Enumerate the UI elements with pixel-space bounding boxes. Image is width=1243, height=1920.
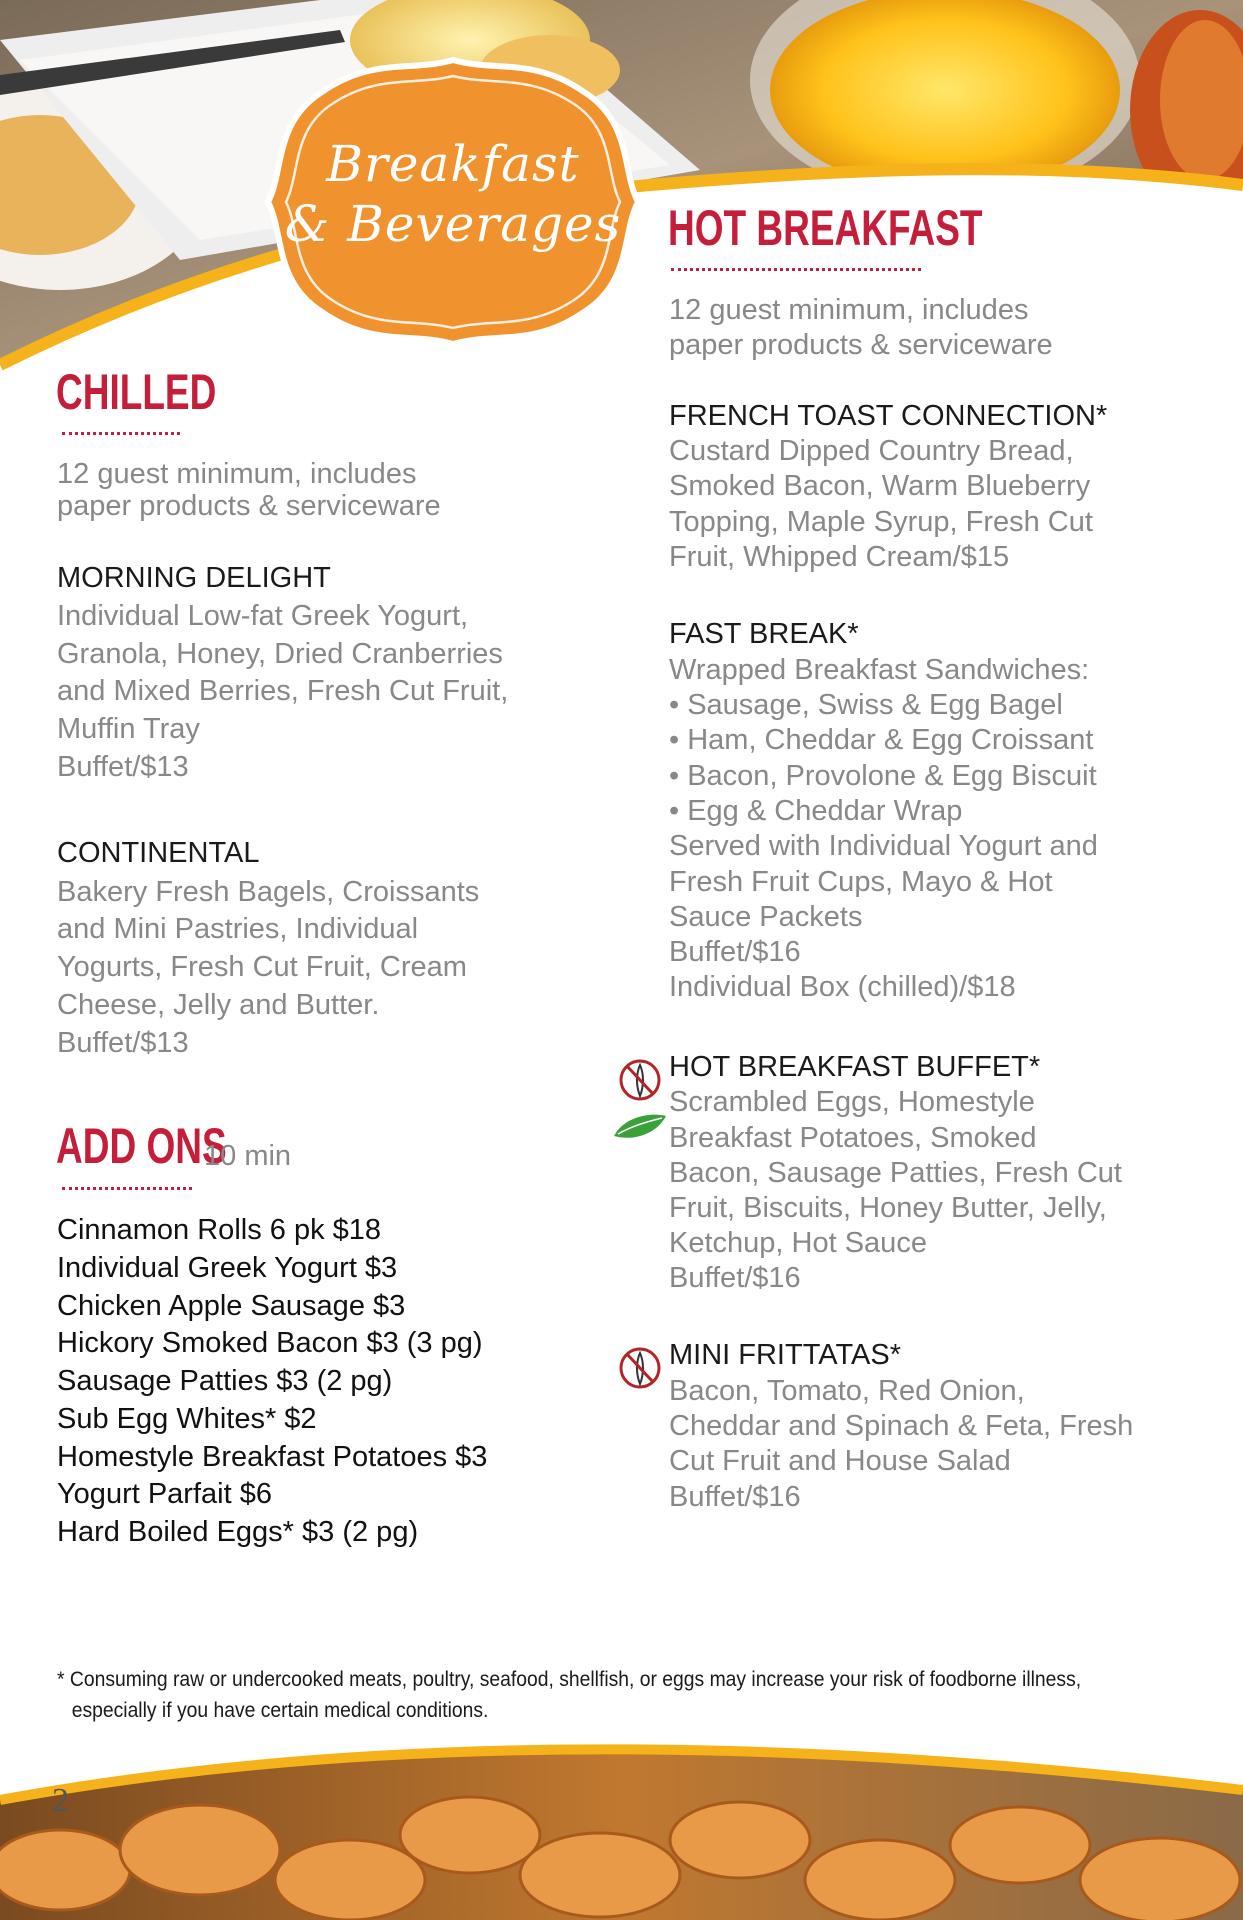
chilled-intro-line: 12 guest minimum, includes	[57, 458, 417, 490]
item-desc-line: Served with Individual Yogurt and	[669, 830, 1098, 862]
footer-pastry-photo	[0, 1740, 1243, 1920]
item-desc-line: Custard Dipped Country Bread,	[669, 435, 1074, 467]
add-on-item: Hard Boiled Eggs* $3 (2 pg)	[57, 1516, 419, 1548]
food-safety-footnote	[57, 1664, 1097, 1726]
add-on-item: Sausage Patties $3 (2 pg)	[57, 1365, 393, 1397]
item-price: Buffet/$16	[669, 1262, 801, 1294]
page-number: 2	[52, 1782, 69, 1819]
item-desc-line: Bacon, Tomato, Red Onion,	[669, 1375, 1025, 1407]
add-on-item: Sub Egg Whites* $2	[57, 1403, 317, 1435]
item-desc-line: Fresh Fruit Cups, Mayo & Hot	[669, 866, 1053, 898]
add-on-item: Chicken Apple Sausage $3	[57, 1290, 406, 1322]
item-desc-line: Breakfast Potatoes, Smoked	[669, 1122, 1037, 1154]
item-desc-line: Fruit, Whipped Cream/$15	[669, 541, 1010, 573]
add-on-item: Individual Greek Yogurt $3	[57, 1252, 398, 1284]
item-desc-line: • Sausage, Swiss & Egg Bagel	[669, 689, 1063, 721]
item-title-french-toast: FRENCH TOAST CONNECTION*	[669, 400, 1108, 432]
item-desc-line: • Ham, Cheddar & Egg Croissant	[669, 724, 1094, 756]
hot-breakfast-intro-line: 12 guest minimum, includes	[669, 294, 1029, 326]
add-ons-underline	[62, 1187, 192, 1190]
add-ons-heading: ADD ONS	[56, 1118, 227, 1174]
hot-breakfast-underline	[671, 268, 921, 271]
item-desc-line: Topping, Maple Syrup, Fresh Cut	[669, 506, 1093, 538]
item-desc-line: Cheddar and Spinach & Feta, Fresh	[669, 1410, 1134, 1442]
footnote-line: * Consuming raw or undercooked meats, poultry, seafood, shellfish, or eggs may increase your risk of foodborne illness,	[57, 1668, 1082, 1691]
item-desc-line: Bakery Fresh Bagels, Croissants	[57, 876, 480, 908]
add-on-item: Hickory Smoked Bacon $3 (3 pg)	[57, 1327, 483, 1359]
hot-breakfast-intro-line: paper products & serviceware	[669, 329, 1053, 361]
item-desc-line: and Mini Pastries, Individual	[57, 913, 419, 945]
item-price: Buffet/$13	[57, 751, 189, 783]
item-desc-line: Cheese, Jelly and Butter.	[57, 989, 380, 1021]
item-desc-line: Yogurts, Fresh Cut Fruit, Cream	[57, 951, 467, 983]
item-desc-line: Muffin Tray	[57, 713, 200, 745]
item-desc-line: Individual Low-fat Greek Yogurt,	[57, 600, 469, 632]
add-ons-minimum: 10 min	[204, 1140, 292, 1172]
item-desc-line: Scrambled Eggs, Homestyle	[669, 1086, 1035, 1118]
item-title-hot-breakfast-buffet: HOT BREAKFAST BUFFET*	[669, 1051, 1041, 1083]
item-desc-line: and Mixed Berries, Fresh Cut Fruit,	[57, 675, 509, 707]
chilled-intro-line: paper products & serviceware	[57, 490, 441, 522]
item-title-continental: CONTINENTAL	[57, 837, 260, 869]
chilled-underline	[62, 432, 180, 435]
add-on-item: Yogurt Parfait $6	[57, 1478, 272, 1510]
item-desc-line: Granola, Honey, Dried Cranberries	[57, 638, 503, 670]
item-desc-line: Ketchup, Hot Sauce	[669, 1227, 927, 1259]
item-price: Buffet/$16	[669, 1481, 801, 1513]
chilled-heading: CHILLED	[56, 364, 217, 420]
item-desc-line: Bacon, Sausage Patties, Fresh Cut	[669, 1157, 1122, 1189]
item-desc-line: • Egg & Cheddar Wrap	[669, 795, 963, 827]
item-desc-line: • Bacon, Provolone & Egg Biscuit	[669, 760, 1097, 792]
item-desc-line: Fruit, Biscuits, Honey Butter, Jelly,	[669, 1192, 1107, 1224]
item-title-fast-break: FAST BREAK*	[669, 618, 859, 650]
no-gluten-icon	[618, 1344, 662, 1392]
hot-breakfast-heading: HOT BREAKFAST	[668, 200, 983, 256]
leaf-icon	[612, 1112, 668, 1142]
item-price: Individual Box (chilled)/$18	[669, 971, 1016, 1003]
no-gluten-icon	[618, 1056, 662, 1104]
item-title-morning-delight: MORNING DELIGHT	[57, 562, 331, 594]
item-title-mini-frittatas: MINI FRITTATAS*	[669, 1339, 901, 1371]
item-price: Buffet/$16	[669, 936, 801, 968]
item-desc-line: Sauce Packets	[669, 901, 863, 933]
add-on-item: Homestyle Breakfast Potatoes $3	[57, 1441, 488, 1473]
item-price: Buffet/$13	[57, 1027, 189, 1059]
item-desc-line: Wrapped Breakfast Sandwiches:	[669, 654, 1090, 686]
item-desc-line: Smoked Bacon, Warm Blueberry	[669, 470, 1091, 502]
footnote-line: especially if you have certain medical conditions.	[71, 1699, 489, 1722]
item-desc-line: Cut Fruit and House Salad	[669, 1445, 1011, 1477]
badge-title-line1: Breakfast	[326, 135, 580, 193]
badge-title-line2: & Beverages	[284, 195, 622, 253]
add-on-item: Cinnamon Rolls 6 pk $18	[57, 1214, 382, 1246]
